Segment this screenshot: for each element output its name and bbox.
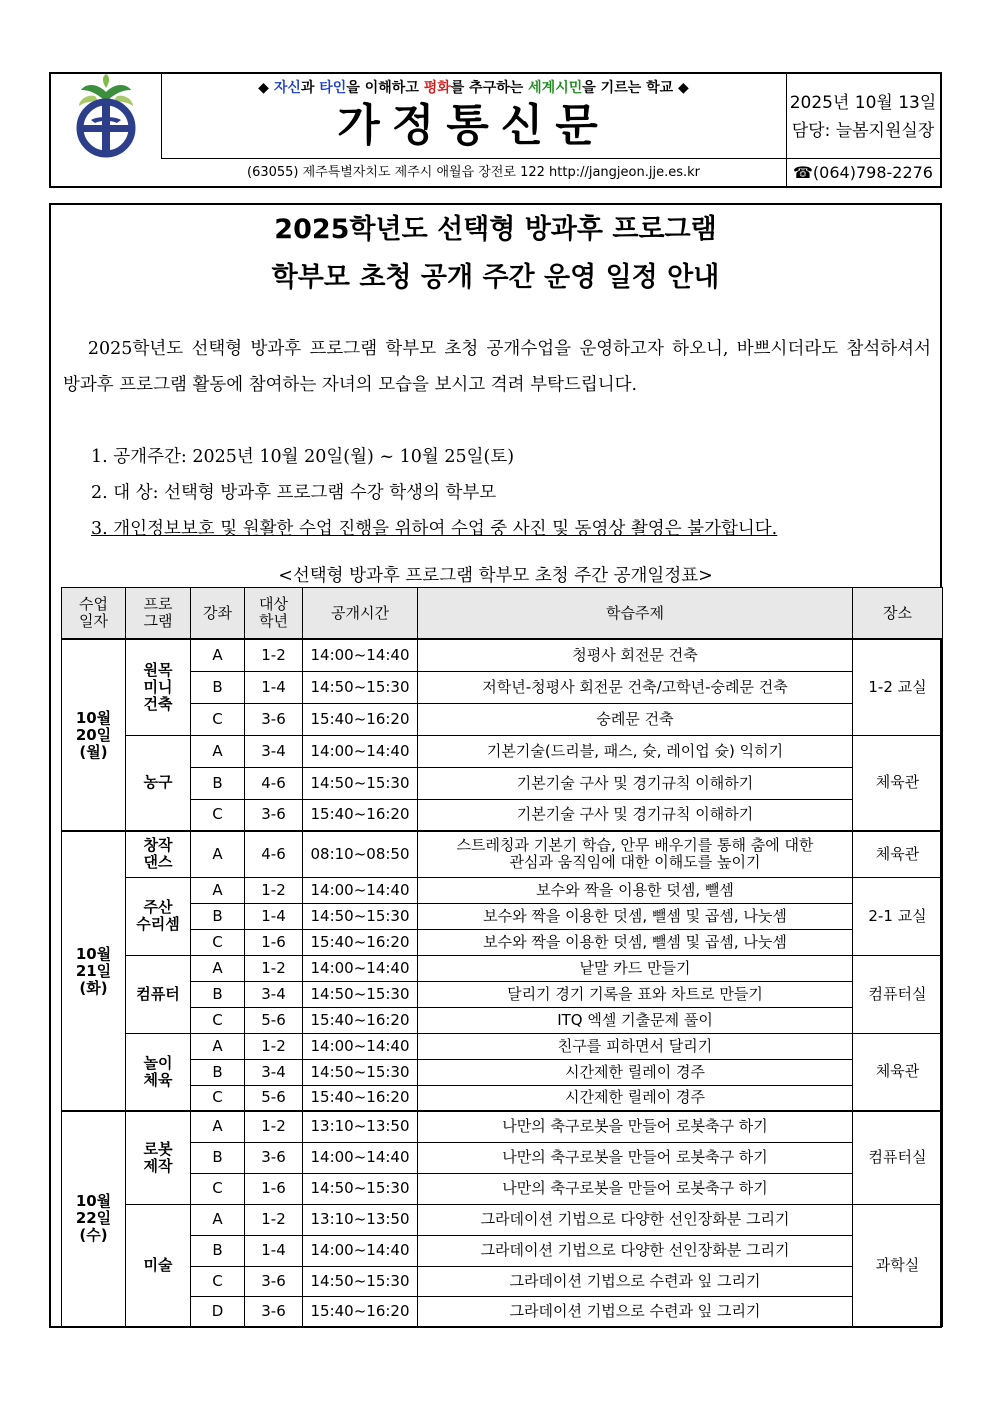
info-item-period: 1. 공개주간: 2025년 10월 20일(월) ~ 10월 25일(토) [91,447,515,467]
program-cell: 원목 미니 건축 [126,639,191,735]
class-cell: B [191,1142,245,1173]
program-cell: 창작 댄스 [126,831,191,877]
table-header [62,588,943,640]
class-cell: B [191,1059,245,1085]
class-cell: D [191,1296,245,1326]
class-cell: C [191,703,245,735]
grade-cell: 3-6 [245,1266,303,1296]
grade-cell: 4-6 [245,831,303,877]
table-row [62,955,943,981]
topic-cell: 보수와 짝을 이용한 덧셈, 뺄셈 및 곱셈, 나눗셈 [418,903,853,929]
topic-cell: 그라데이션 기법으로 수련과 잎 그리기 [418,1266,853,1296]
header-time: 공개시간 [303,588,418,640]
time-cell: 14:50~15:30 [303,1173,418,1204]
grade-cell: 1-2 [245,877,303,903]
class-cell: C [191,1266,245,1296]
program-cell: 미술 [126,1204,191,1326]
topic-cell: 기본기술(드리블, 패스, 슛, 레이업 슛) 익히기 [418,735,853,767]
grade-cell: 1-2 [245,1111,303,1142]
date-cell [786,74,940,158]
class-cell: A [191,831,245,877]
table-row [62,1059,943,1085]
class-cell: C [191,1085,245,1111]
program-cell: 놀이 체육 [126,1033,191,1111]
table-row [62,1111,943,1142]
grade-cell: 3-6 [245,1296,303,1326]
topic-cell: 저학년-청평사 회전문 건축/고학년-숭례문 건축 [418,671,853,703]
grade-cell: 1-4 [245,1235,303,1266]
place-cell: 컴퓨터실 [853,955,943,1033]
class-cell: A [191,735,245,767]
schedule-table [61,587,943,1327]
time-cell: 14:00~14:40 [303,1235,418,1266]
time-cell: 14:50~15:30 [303,981,418,1007]
grade-cell: 3-4 [245,981,303,1007]
grade-cell: 1-6 [245,929,303,955]
grade-cell: 3-6 [245,703,303,735]
grade-cell: 1-2 [245,1204,303,1235]
place-cell: 체육관 [853,735,943,831]
time-cell: 15:40~16:20 [303,1007,418,1033]
grade-cell: 1-2 [245,639,303,671]
topic-cell: 기본기술 구사 및 경기규칙 이해하기 [418,767,853,799]
grade-cell: 1-6 [245,1173,303,1204]
topic-cell: 기본기술 구사 및 경기규칙 이해하기 [418,799,853,831]
program-cell: 농구 [126,735,191,831]
program-cell: 로봇 제작 [126,1111,191,1204]
time-cell: 14:00~14:40 [303,1142,418,1173]
address-row [161,158,940,187]
school-phone: ☎(064)798-2276 [793,163,933,182]
time-cell: 15:40~16:20 [303,1085,418,1111]
school-motto: ◆ 자신과 타인을 이해하고 평화를 추구하는 세계시민을 기르는 학교 ◆ [258,80,689,96]
school-logo-cell [51,74,162,158]
topic-cell: 그라데이션 기법으로 수련과 잎 그리기 [418,1296,853,1326]
table-row [62,671,943,703]
topic-cell: 친구를 피하면서 달리기 [418,1033,853,1059]
notice-title-line2: 학부모 초청 공개 주간 운영 일정 안내 [271,262,720,293]
topic-cell: 낱말 카드 만들기 [418,955,853,981]
notice-body [49,203,942,1328]
grade-cell: 1-2 [245,1033,303,1059]
time-cell: 14:50~15:30 [303,1266,418,1296]
topic-cell: 보수와 짝을 이용한 덧셈, 뺄셈 및 곱셈, 나눗셈 [418,929,853,955]
class-cell: C [191,799,245,831]
place-cell: 2-1 교실 [853,877,943,955]
grade-cell: 5-6 [245,1007,303,1033]
grade-cell: 3-6 [245,799,303,831]
time-cell: 14:50~15:30 [303,767,418,799]
class-cell: A [191,1111,245,1142]
table-row [62,1173,943,1204]
time-cell: 14:00~14:40 [303,877,418,903]
header-grade: 대상 학년 [245,588,303,640]
topic-cell: 나만의 축구로봇을 만들어 로봇축구 하기 [418,1173,853,1204]
grade-cell: 1-2 [245,955,303,981]
topic-cell: 그라데이션 기법으로 다양한 선인장화분 그리기 [418,1204,853,1235]
table-row [62,1296,943,1326]
table-row [62,1142,943,1173]
letter-header [49,72,942,188]
table-row [62,639,943,671]
place-cell: 체육관 [853,831,943,877]
table-row [62,1204,943,1235]
grade-cell: 4-6 [245,767,303,799]
day-cell: 10월 20일 (월) [62,639,126,831]
table-row [62,799,943,831]
topic-cell: 그라데이션 기법으로 다양한 선인장화분 그리기 [418,1235,853,1266]
class-cell: B [191,981,245,1007]
time-cell: 15:40~16:20 [303,1296,418,1326]
table-row [62,981,943,1007]
topic-cell: 시간제한 릴레이 경주 [418,1059,853,1085]
title-cell [161,74,787,158]
issue-date: 2025년 10월 13일 [789,93,937,113]
time-cell: 13:10~13:50 [303,1111,418,1142]
class-cell: C [191,929,245,955]
table-row [62,1007,943,1033]
table-row [62,877,943,903]
table-row [62,831,943,877]
time-cell: 14:50~15:30 [303,671,418,703]
place-cell: 컴퓨터실 [853,1111,943,1204]
topic-cell: 나만의 축구로봇을 만들어 로봇축구 하기 [418,1142,853,1173]
class-cell: B [191,1235,245,1266]
time-cell: 14:00~14:40 [303,955,418,981]
time-cell: 14:00~14:40 [303,735,418,767]
class-cell: A [191,877,245,903]
header-place: 장소 [853,588,943,640]
program-cell: 컴퓨터 [126,955,191,1033]
school-logo [51,74,161,158]
topic-cell: 스트레칭과 기본기 학습, 안무 배우기를 통해 춤에 대한 관심과 움직임에 대한 이해도를 높이기 [418,831,853,877]
grade-cell: 3-4 [245,735,303,767]
class-cell: A [191,639,245,671]
time-cell: 08:10~08:50 [303,831,418,877]
class-cell: A [191,1033,245,1059]
day-cell: 10월 22일 (수) [62,1111,126,1326]
time-cell: 15:40~16:20 [303,799,418,831]
class-cell: C [191,1007,245,1033]
header-class: 강좌 [191,588,245,640]
grade-cell: 5-6 [245,1085,303,1111]
header-date: 수업 일자 [62,588,126,640]
header-topic: 학습주제 [418,588,853,640]
time-cell: 14:50~15:30 [303,1059,418,1085]
topic-cell: 보수와 짝을 이용한 덧셈, 뺄셈 [418,877,853,903]
program-cell: 주산 수리셈 [126,877,191,955]
place-cell: 체육관 [853,1033,943,1111]
table-row [62,1085,943,1111]
class-cell: C [191,1173,245,1204]
school-address: (63055) 제주특별자치도 제주시 애월읍 장전로 122 http://jangjeon.jje.es.kr [161,159,787,187]
topic-cell: ITQ 엑셀 기출문제 풀이 [418,1007,853,1033]
table-row [62,1033,943,1059]
grade-cell: 3-4 [245,1059,303,1085]
table-row [62,703,943,735]
day-cell: 10월 21일 (화) [62,831,126,1111]
class-cell: B [191,903,245,929]
place-cell: 과학실 [853,1204,943,1326]
notice-title-line1: 2025학년도 선택형 방과후 프로그램 [274,214,717,245]
class-cell: B [191,671,245,703]
class-cell: B [191,767,245,799]
table-row [62,1235,943,1266]
info-item-target: 2. 대 상: 선택형 방과후 프로그램 수강 학생의 학부모 [91,483,497,503]
topic-cell: 나만의 축구로봇을 만들어 로봇축구 하기 [418,1111,853,1142]
class-cell: A [191,955,245,981]
grade-cell: 1-4 [245,671,303,703]
header-program: 프로 그램 [126,588,191,640]
time-cell: 15:40~16:20 [303,703,418,735]
info-item-notice: 3. 개인정보보호 및 원활한 수업 진행을 위하여 수업 중 사진 및 동영상 촬영은 불가합니다. [91,519,778,539]
topic-cell: 시간제한 릴레이 경주 [418,1085,853,1111]
class-cell: A [191,1204,245,1235]
place-cell: 1-2 교실 [853,639,943,735]
topic-cell: 청평사 회전문 건축 [418,639,853,671]
time-cell: 14:50~15:30 [303,903,418,929]
grade-cell: 1-4 [245,903,303,929]
table-row [62,767,943,799]
manager: 담당: 늘봄지원실장 [791,121,935,141]
time-cell: 14:00~14:40 [303,639,418,671]
time-cell: 13:10~13:50 [303,1204,418,1235]
topic-cell: 달리기 경기 기록을 표와 차트로 만들기 [418,981,853,1007]
table-row [62,929,943,955]
table-caption: <선택형 방과후 프로그램 학부모 초청 주간 공개일정표> [278,566,713,586]
intro-paragraph: 2025학년도 선택형 방과후 프로그램 학부모 초청 공개수업을 운영하고자 하오니, 바쁘시더라도 참석하셔서 방과후 프로그램 활동에 참여하는 자녀의 모습을 보시고 격려 부탁드립니다. [63,339,931,395]
newsletter-title: 가정통신문 [337,100,610,151]
grade-cell: 3-6 [245,1142,303,1173]
table-row [62,903,943,929]
table-row [62,735,943,767]
topic-cell: 숭례문 건축 [418,703,853,735]
table-row [62,1266,943,1296]
time-cell: 15:40~16:20 [303,929,418,955]
time-cell: 14:00~14:40 [303,1033,418,1059]
